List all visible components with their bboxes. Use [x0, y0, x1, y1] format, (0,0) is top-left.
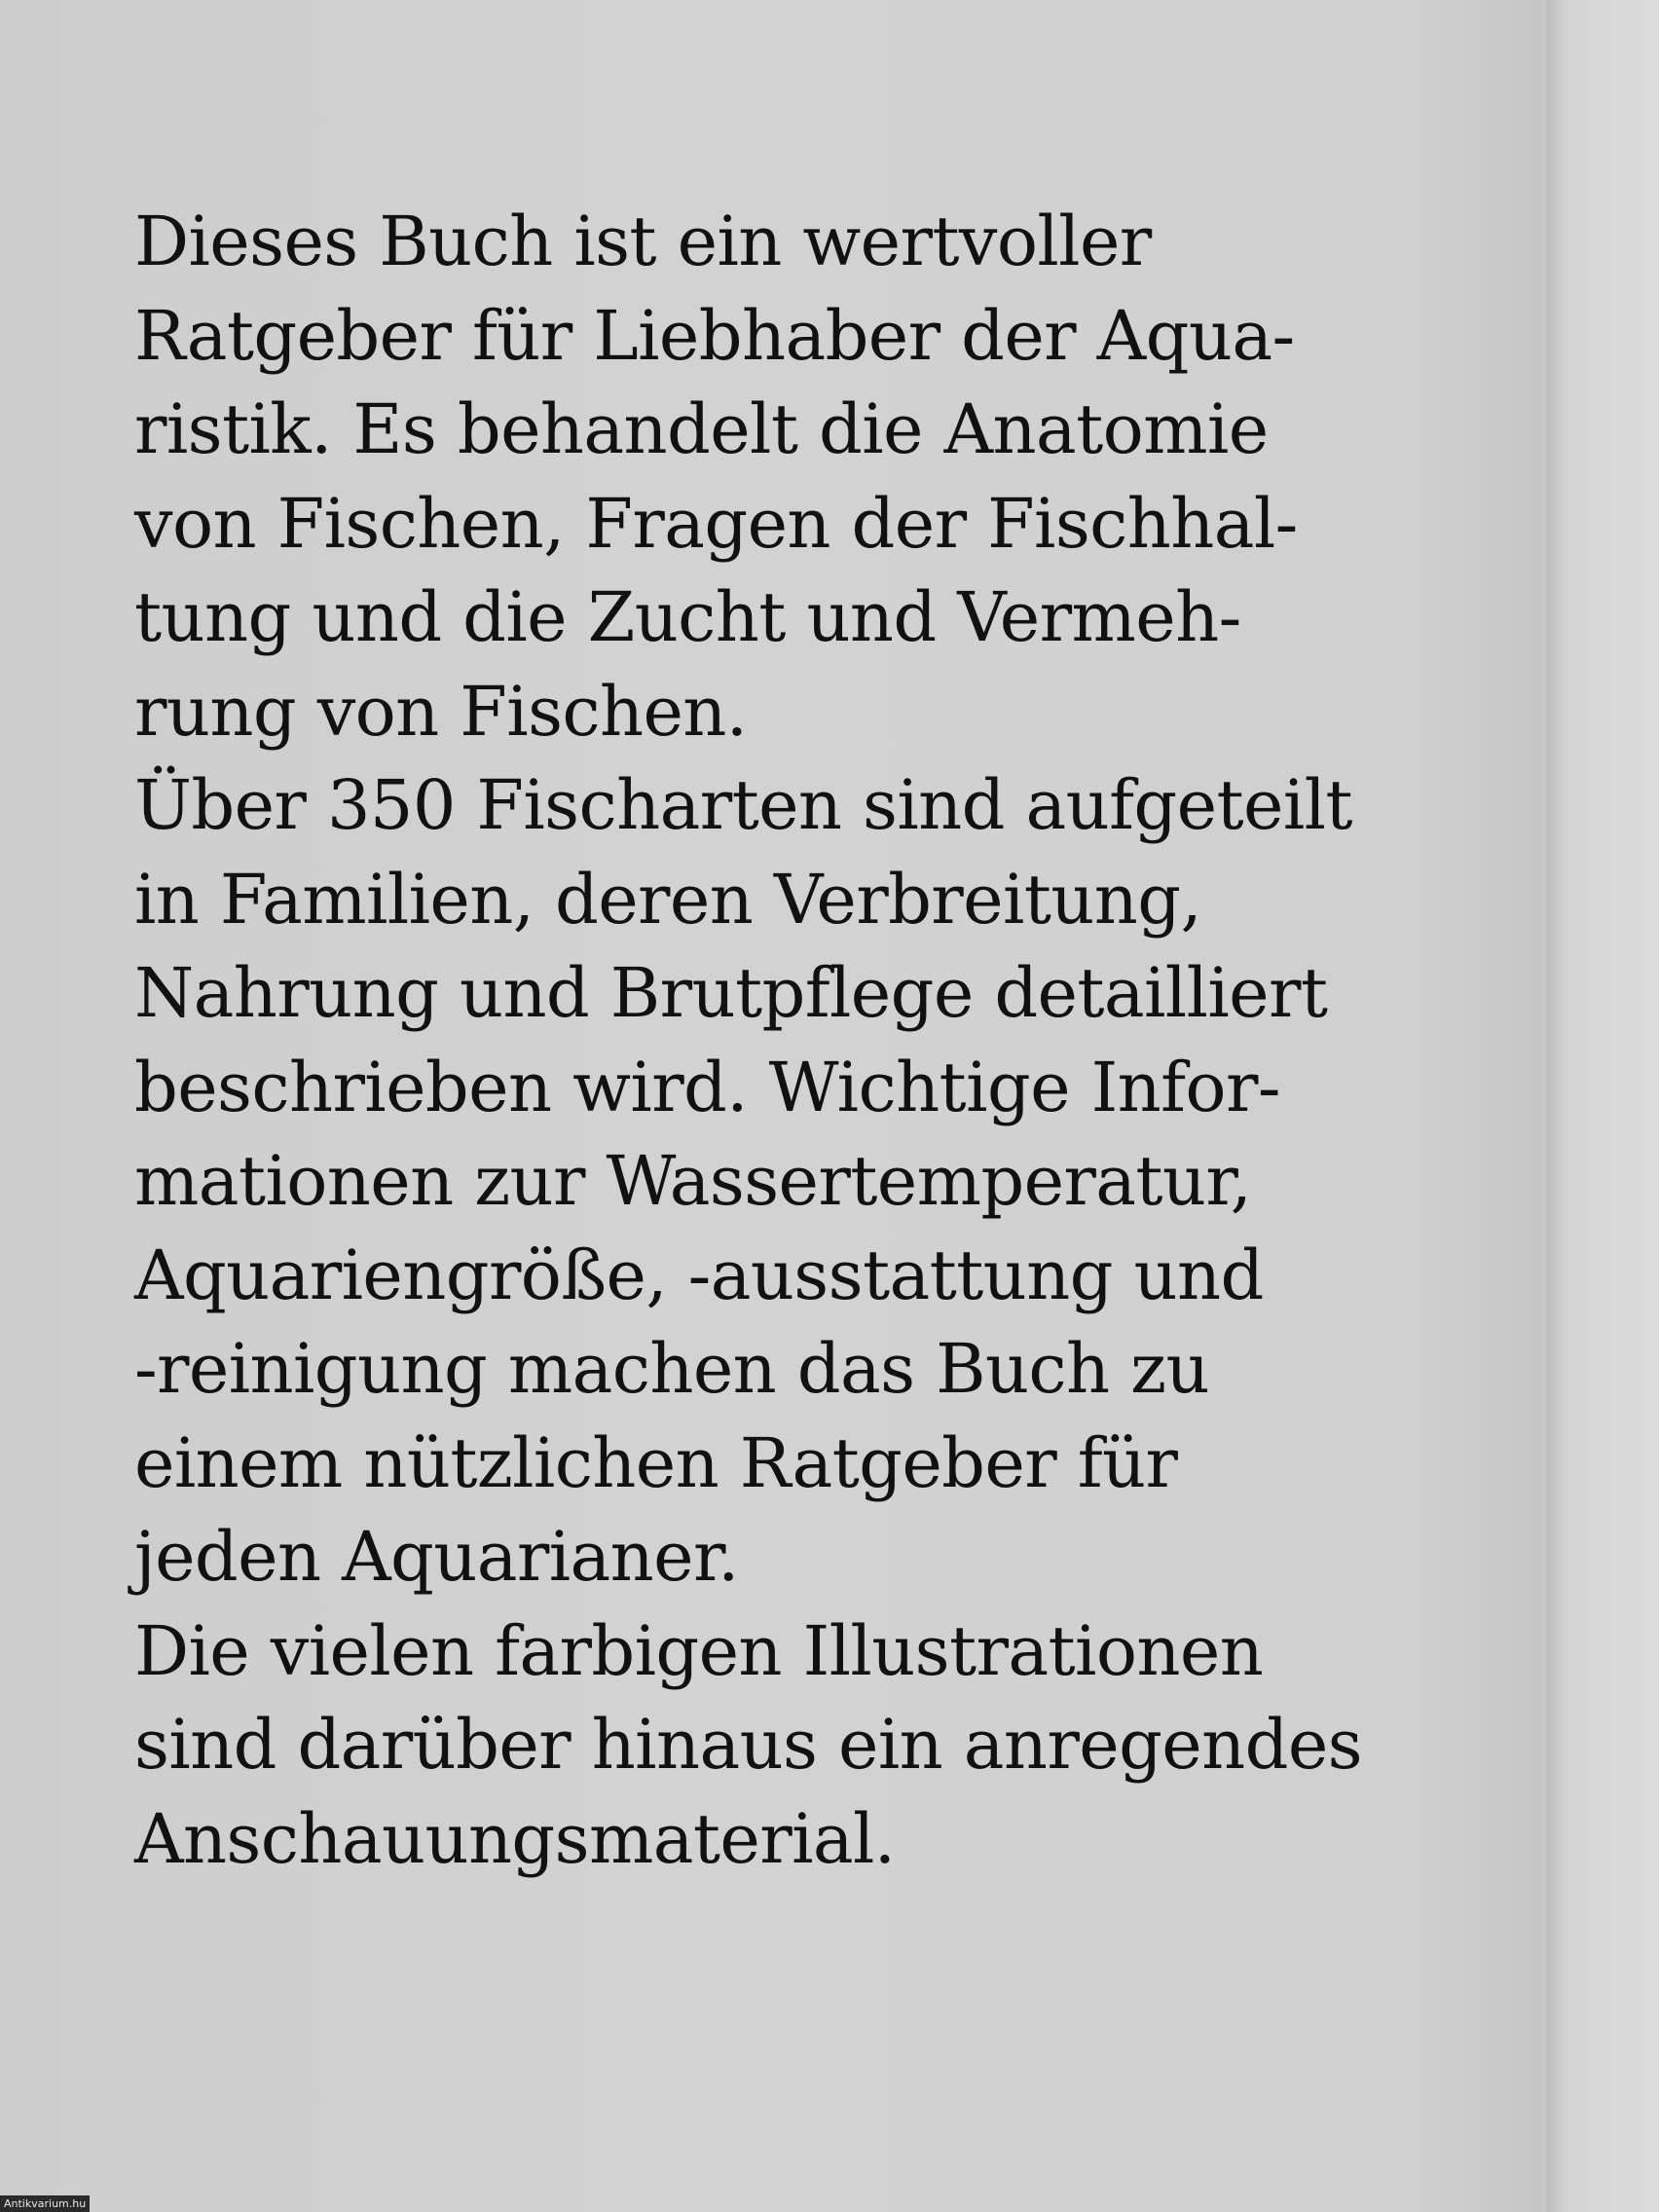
paragraph-3 [134, 1604, 1536, 1887]
text-line: einem nützlichen Ratgeber für [134, 1422, 1178, 1503]
paragraph-2 [134, 758, 1536, 1604]
watermark-label: Antikvarium.hu [0, 2195, 90, 2212]
text-line: Nahrung und Brutpflege detailliert [134, 953, 1328, 1033]
text-line: rung von Fischen. [134, 671, 748, 752]
text-line: Die vielen farbigen Illustrationen [134, 1610, 1264, 1691]
text-line: -reinigung machen das Buch zu [134, 1329, 1209, 1409]
text-line: beschrieben wird. Wichtige Infor- [134, 1047, 1280, 1127]
text-line: tung und die Zucht und Vermeh- [134, 577, 1241, 657]
page-edge-shadow [1546, 0, 1659, 2212]
text-line: ristik. Es behandelt die Anatomie [134, 389, 1269, 469]
text-line: Über 350 Fischarten sind aufgeteilt [134, 765, 1352, 845]
text-line: in Familien, deren Verbreitung, [134, 859, 1202, 940]
text-line: Anschauungsmaterial. [134, 1798, 896, 1879]
text-line: Aquariengröße, -ausstattung und [134, 1235, 1264, 1315]
text-line: sind darüber hinaus ein anregendes [134, 1705, 1362, 1785]
text-line: Dieses Buch ist ein wertvoller [134, 202, 1152, 281]
paragraph-1 [134, 195, 1536, 758]
text-line: mationen zur Wassertemperatur, [134, 1141, 1252, 1221]
text-line: von Fischen, Fragen der Fischhal- [134, 483, 1298, 564]
text-line: jeden Aquarianer. [134, 1517, 739, 1597]
blurb-text-block [134, 195, 1536, 1886]
text-line: Ratgeber für Liebhaber der Aqua- [134, 295, 1295, 376]
